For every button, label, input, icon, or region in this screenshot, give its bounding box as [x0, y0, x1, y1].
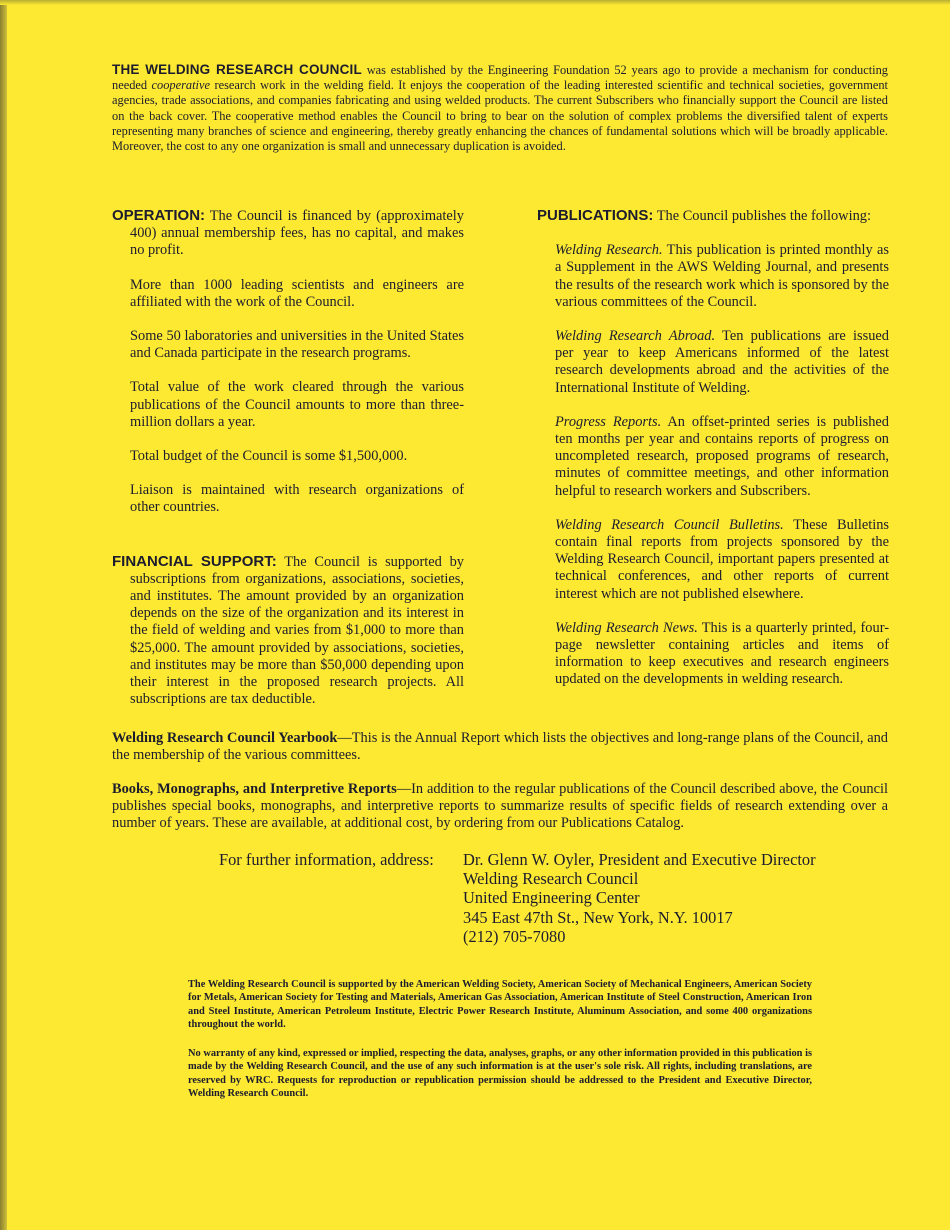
financial-section	[112, 553, 464, 709]
publication-item	[555, 242, 889, 311]
intro-text-b: research work in the welding field. It enjoys the cooperation of the leading interested scientific and technical societies, government agencies, trade associations, and companies fabricating and using welded products. The current Subscribers who financially support the Council are listed on the back cover. The cooperative method enables the Council to bring to bear on the solution of complex problems the diversified talent of experts representing many branches of science and engineering, thereby greatly enhancing the chances of fundamental solutions which will be broadly applicable. Moreover, the cost to any one organization is small and unnecessary duplication is avoided.	[112, 78, 888, 154]
address-line: 345 East 47th St., New York, N.Y. 10017	[463, 907, 733, 927]
operation-text: The Council is financed by (approximately 400) annual membership fees, has no capital, and makes no profit.	[130, 208, 464, 259]
publications-section	[537, 207, 889, 225]
operation-item: Liaison is maintained with research organizations of other countries.	[130, 482, 464, 516]
publication-item	[555, 517, 889, 603]
publications-items	[537, 242, 889, 688]
publication-title: Welding Research Council Bulletins.	[555, 516, 784, 533]
publication-title: Welding Research News.	[555, 619, 698, 636]
operation-item: Some 50 laboratories and universities in the United States and Canada participate in the research programs.	[130, 328, 464, 362]
operation-section	[112, 207, 464, 260]
publication-desc: This publication is printed monthly as a Supplement in the AWS Welding Journal, and presents the results of the research work which is sponsored by the various committees of the Council.	[555, 242, 889, 310]
publication-desc: An offset-printed series is published ten months per year and contains reports of progress on uncompleted research, proposed programs of research, minutes of committee meetings, and other information helpful to research workers and Subscribers.	[555, 413, 889, 499]
address-line: Welding Research Council	[463, 869, 639, 889]
publication-item	[555, 620, 889, 689]
supporters-note: The Welding Research Council is supported by the American Welding Society, American Society of Mechanical Engineers, American Society for Metals, American Society for Testing and Materials, American Gas Association, American Institute of Steel Construction, American Iron and Steel Institute, American Petroleum Institute, Electric Power Research Institute, Aluminum Association, and some 400 organizations throughout the world.	[188, 979, 812, 1031]
address-line: United Engineering Center	[463, 888, 640, 908]
disclaimer-note: No warranty of any kind, expressed or implied, respecting the data, analyses, graphs, or any other information provided in this publication is made by the Welding Research Council, and the use of any such information is at the user's sole risk. All rights, including translations, are reserved by WRC. Requests for reproduction or republication permission should be addressed to the President and Executive Director, Welding Research Council.	[188, 1048, 812, 1100]
publication-desc: These Bulletins contain final reports from projects sponsored by the Welding Research Council, important papers presented at technical conferences, and other reports of current interest which are not published elsewhere.	[555, 516, 890, 602]
financial-text: The Council is supported by subscriptions from organizations, associations, societies, and institutes. The amount provided by an organization depends on the size of the organization and its interest in the field of welding and varies from $1,000 to more than $25,000. The amount provided by associations, societies, and institutes may be more than $50,000 depending upon their interest in the proposed research projects. All subscriptions are tax deductible.	[130, 553, 464, 708]
books-title: Books, Monographs, and Interpretive Reports	[112, 781, 397, 797]
publication-title: Welding Research.	[555, 242, 663, 259]
operation-item: Total budget of the Council is some $1,500,000.	[130, 448, 408, 465]
publication-item	[555, 414, 889, 500]
yearbook-text: —This is the Annual Report which lists the objectives and long-range plans of the Council, and the membership of the various committees.	[112, 730, 888, 764]
intro-lead: THE WELDING RESEARCH COUNCIL	[112, 62, 362, 77]
publication-desc: This is a quarterly printed, four-page newsletter containing articles and items of information to keep executives and research engineers updated on the developments in welding research.	[555, 619, 889, 688]
yearbook-title: Welding Research Council Yearbook	[112, 730, 338, 746]
books-paragraph	[112, 781, 888, 833]
books-text: —In addition to the regular publications of the Council described above, the Council publishes special books, monographs, and interpretive reports to summarize results of specific fields of research extending over a number of years. These are available, at additional cost, by ordering from our Publications Catalog.	[112, 781, 888, 832]
operation-item: More than 1000 leading scientists and engineers are affiliated with the work of the Council.	[130, 276, 464, 310]
intro-text-a: was established by the Engineering Foundation 52 years ago to provide a mechanism for conducting needed	[112, 63, 888, 93]
operation-item: Total value of the work cleared through the various publications of the Council amounts to more than three-million dollars a year.	[130, 379, 464, 430]
publication-title: Welding Research Abroad.	[555, 328, 716, 345]
financial-heading: FINANCIAL SUPPORT:	[112, 552, 277, 570]
address-line: (212) 705-7080	[463, 926, 566, 946]
right-column	[537, 207, 889, 689]
address-label: For further information, address:	[219, 850, 434, 869]
page-edge-left	[0, 0, 7, 1230]
intro-paragraph	[112, 62, 888, 154]
left-column	[112, 207, 464, 708]
publications-heading: PUBLICATIONS:	[537, 207, 654, 224]
address-line: Dr. Glenn W. Oyler, President and Executive Director	[463, 850, 816, 869]
yearbook-paragraph	[112, 730, 888, 764]
publication-item	[555, 328, 889, 397]
publications-text: The Council publishes the following:	[653, 208, 871, 224]
publication-desc: Ten publications are issued per year to keep Americans informed of the latest research developments abroad and the activities of the International Institute of Welding.	[555, 328, 889, 396]
page-edge-top	[0, 0, 950, 5]
publication-title: Progress Reports.	[555, 413, 662, 430]
intro-emphasis: cooperative	[151, 78, 211, 93]
operation-items	[112, 277, 464, 517]
address-block	[463, 850, 816, 946]
operation-heading: OPERATION:	[112, 207, 206, 224]
